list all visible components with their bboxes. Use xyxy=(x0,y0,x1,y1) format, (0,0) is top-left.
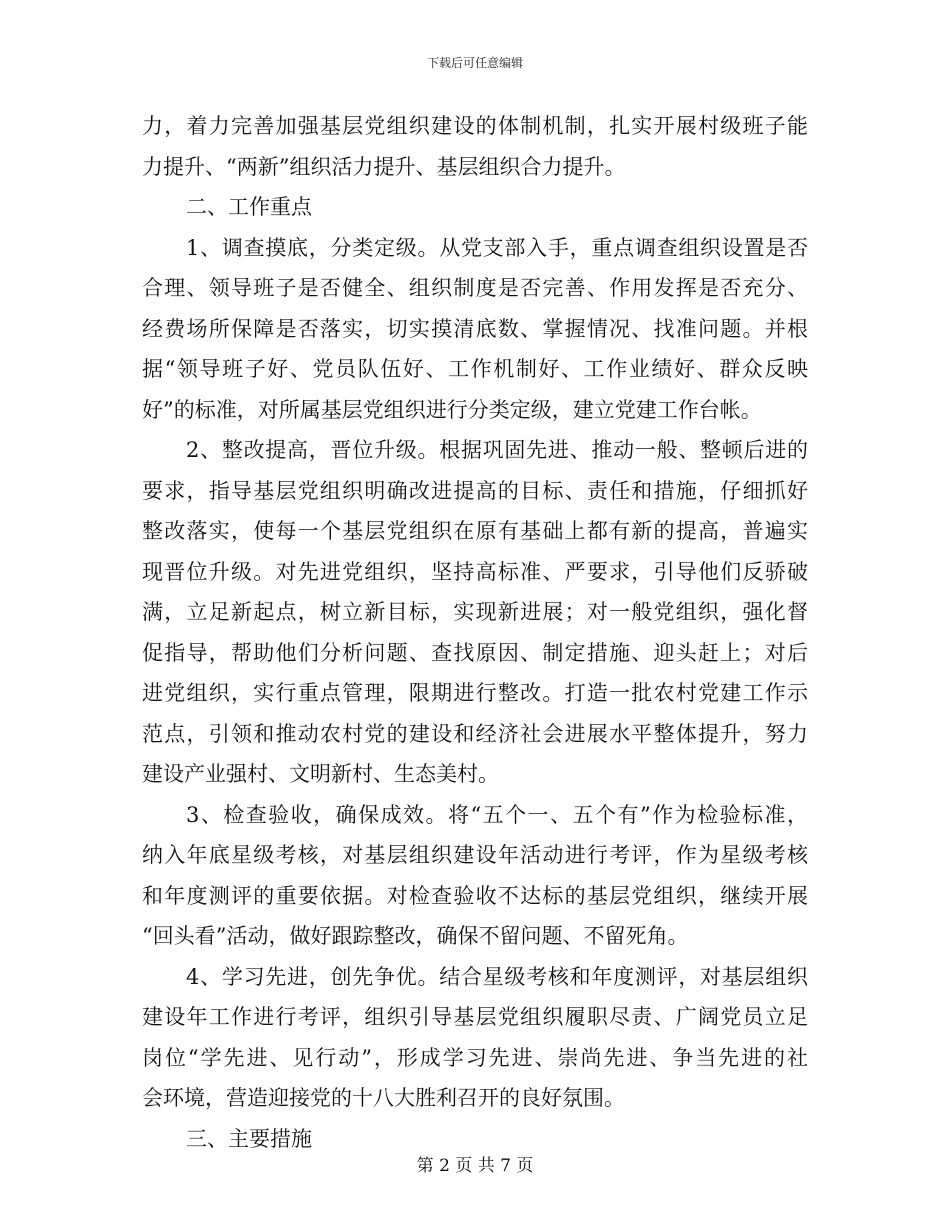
text-line: 力提升、“两新”组织活力提升、基层组织合力提升。 xyxy=(142,154,626,179)
text-line: 好”的标准，对所属基层党组织进行分类定级，建立党建工作台帐。 xyxy=(142,397,762,422)
text-line: 满，立足新起点，树立新目标，实现新进展；对一般党组织，强化督 xyxy=(142,600,808,624)
text-line: 纳入年底星级考核，对基层组织建设年活动进行考评，作为星级考核 xyxy=(142,843,808,867)
text-line: 会环境，营造迎接党的十八大胜利召开的良好氛围。 xyxy=(142,1086,625,1110)
page-header-note: 下载后可任意编辑 xyxy=(426,56,523,70)
text-line: 现晋位升级。对先进党组织，坚持高标准、严要求，引导他们反骄破 xyxy=(142,559,808,584)
text-line: 力，着力完善加强基层党组织建设的体制机制，扎实开展村级班子能 xyxy=(142,114,808,138)
text-line: 要求，指导基层党组织明确改进提高的目标、责任和措施，仔细抓好 xyxy=(142,478,808,503)
section-heading: 二、工作重点 xyxy=(186,195,312,219)
section-heading: 三、主要措施 xyxy=(186,1126,312,1151)
text-line: 2、整改提高，晋位升级。根据巩固先进、推动一般、整顿后进的 xyxy=(186,438,808,462)
text-line: 4、学习先进，创先争优。结合星级考核和年度测评，对基层组织 xyxy=(186,964,808,989)
text-line: 范点，引领和推动农村党的建设和经济社会进展水平整体提升，努力 xyxy=(142,721,808,746)
text-line: 建设产业强村、文明新村、生态美村。 xyxy=(142,762,499,786)
page-number: 第 2 页 共 7 页 xyxy=(416,1156,534,1176)
text-line: 3、检查验收，确保成效。将“五个一、五个有”作为检验标准， xyxy=(186,802,808,827)
text-line: 合理、领导班子是否健全、组织制度是否完善、作用发挥是否充分、 xyxy=(142,276,808,300)
document-body xyxy=(142,106,808,1159)
text-line: 促指导，帮助他们分析问题、查找原因、制定措施、迎头赶上；对后 xyxy=(142,640,808,665)
text-line: 1、调查摸底，分类定级。从党支部入手，重点调查组织设置是否 xyxy=(186,235,808,260)
text-line: 和年度测评的重要依据。对检查验收不达标的基层党组织，继续开展 xyxy=(142,883,808,908)
text-line: “回头看”活动，做好跟踪整改，确保不留问题、不留死角。 xyxy=(142,924,689,948)
text-line: 整改落实，使每一个基层党组织在原有基础上都有新的提高，普遍实 xyxy=(142,519,808,543)
text-line: 进党组织，实行重点管理，限期进行整改。打造一批农村党建工作示 xyxy=(142,681,808,705)
text-line: 据“领导班子好、党员队伍好、工作机制好、工作业绩好、群众反映 xyxy=(142,357,808,381)
text-line: 建设年工作进行考评，组织引导基层党组织履职尽责、广阔党员立足 xyxy=(142,1005,808,1029)
text-line: 岗位“学先进、见行动”，形成学习先进、崇尚先进、争当先进的社 xyxy=(142,1045,808,1070)
text-line: 经费场所保障是否落实，切实摸清底数、掌握情况、找准问题。并根 xyxy=(142,316,808,341)
